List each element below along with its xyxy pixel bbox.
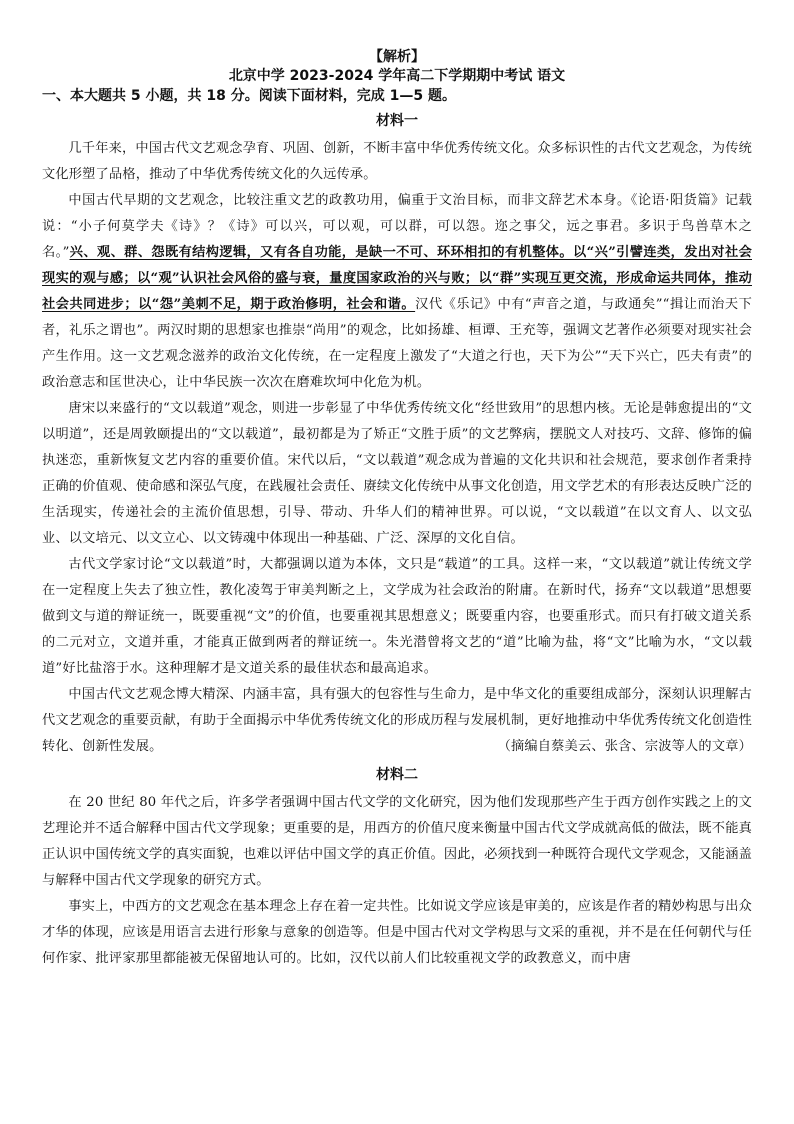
material1-paragraph-2-intro: 中国古代早期的文艺观念，比较注重文艺的政教功用，偏重于文治目标，而非文辞艺术本身。《论语·阳货篇》记载说：“小子何莫学夫《诗》？《诗》可以兴，可以观，可以群，可以怨。迩之事父，远之事君。多识于鸟兽草木之名。” [42,193,752,260]
material1-paragraph-5-text: 中国古代文艺观念博大精深、内涵丰富，具有强大的包容性与生命力，是中华文化的重要组成部分，深刻认识理解古代文艺观念的重要贡献，有助于全面揭示中华优秀传统文化的形成历程与发展机制，更好地推动中华优秀传统文化创造性转化、创新性发展。 [42,687,752,754]
material1-paragraph-2 [42,188,752,396]
material2-title: 材料二 [376,767,418,783]
material1-paragraph-3: 唐宋以来盛行的“文以载道”观念，则进一步彰显了中华优秀传统文化“经世致用”的思想内核。无论是韩愈提出的“文以明道”，还是周敦颐提出的“文以载道”，最初都是为了矫正“文胜于质”的文艺弊病，摆脱文人对技巧、文辞、修饰的偏执迷恋，重新恢复文艺内容的重要价值。宋代以后，“文以载道”观念成为普遍的文化共识和社会规范，要求创作者秉持正确的价值观、使命感和深弘气度，在践履社会责任、赓续文化传统中从事文化创造，用文学艺术的有形表达反映广泛的生活现实，传递社会的主流价值思想，引导、带动、升华人们的精神世界。可以说，“文以载道”在以文育人、以文弘业、以文培元、以文立心、以文铸魂中体现出一种基础、广泛、深厚的文化自信。 [42,401,752,546]
material1-paragraph-1: 几千年来，中国古代文艺观念孕育、巩固、创新，不断丰富中华优秀传统文化。众多标识性的古代文艺观念，为传统文化形塑了品格，推动了中华优秀传统文化的久远传承。 [42,141,752,182]
material2-paragraph-2: 事实上，中西方的文艺观念在基本理念上存在着一定共性。比如说文学应该是审美的，应该是作者的精妙构思与出众才华的体现，应该是用语言去进行形象与意象的创造等。但是中国古代对文学构思与文采的重视，并不是在任何朝代与任何作家、批评家那里都能被无保留地认可的。比如，汉代以前人们比较重视文学的政教意义，而中唐 [42,899,752,966]
analysis-tag: 【解析】 [369,49,425,65]
exam-title: 北京中学 2023-2024 学年高二下学期期中考试 语文 [228,68,566,84]
material1-paragraph-4: 古代文学家讨论“文以载道”时，大都强调以道为本体，文只是“载道”的工具。这样一来，“文以载道”就让传统文学在一定程度上失去了独立性，教化凌驾于审美判断之上，文学成为社会政治的附庸。在新时代，扬弃“文以载道”思想要做到文与道的辩证统一，既要重视“文”的价值，也要重视其思想意义；既要重内容，也要重形式。而只有打破文道关系的二元对立，文道并重，才能真正做到两者的辩证统一。朱光潜曾将文艺的“道”比喻为盐，将“文”比喻为水，“文以载道”好比盐溶于水。这种理解才是文道关系的最佳状态和最高追求。 [42,557,752,676]
material1-paragraph-2-emphasis: 兴、观、群、怨既有结构逻辑，又有各自功能，是缺一不可、环环相扣的有机整体。以“兴”引譬连类，发出对社会现实的观与感；以“观”认识社会风俗的盛与衰，量度国家政治的兴与败；以“群”实现互更交流，形成命运共同体，推动社会共同进步；以“怨”美刺不足，期于政治修明，社会和谐。 [42,245,752,312]
material1-paragraph-5 [42,682,752,760]
material2-paragraph-1: 在 20 世纪 80 年代之后，许多学者强调中国古代文学的文化研究，因为他们发现那些产生于西方创作实践之上的文艺理论并不适合解释中国古代文学现象；更重要的是，用西方的价值尺度来衡量中国古代文学成就高低的做法，既不能真正认识中国传统文学的真实面貌，也难以评估中国文学的真正价值。因此，必须找到一种既符合现代文学观念，又能涵盖与解释中国古代文学现象的研究方式。 [42,795,752,888]
material1-source: （摘编自蔡美云、张含、宗波等人的文章） [497,739,752,754]
material1-title: 材料一 [376,113,418,129]
question-heading: 一、本大题共 5 小题，共 18 分。阅读下面材料，完成 1—5 题。 [42,88,456,104]
material1-paragraph-2-rest: 汉代《乐记》中有“声音之道，与政通矣”“揖让而治天下者，礼乐之谓也”。两汉时期的思想家也推崇“尚用”的观念，比如扬雄、桓谭、王充等，强调文艺著作必须要对现实社会产生作用。这一文艺观念滋养的政治文化传统，在一定程度上激发了“大道之行也，天下为公”“天下兴亡，匹夫有责”的政治意志和匡世决心，让中华民族一次次在磨难坎坷中化危为机。 [42,297,752,390]
